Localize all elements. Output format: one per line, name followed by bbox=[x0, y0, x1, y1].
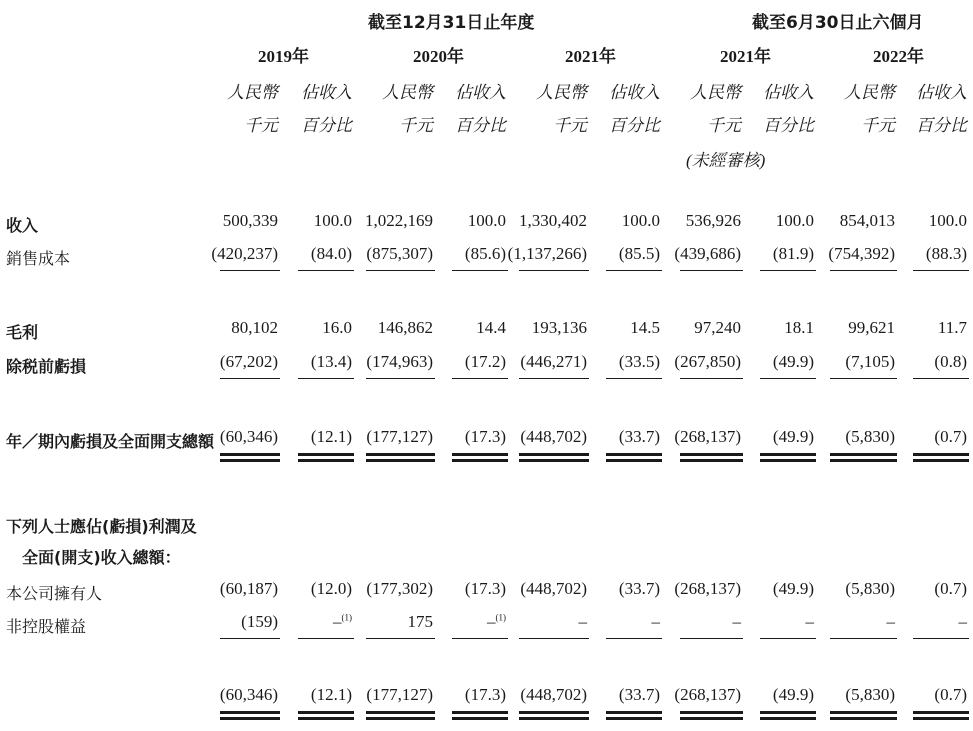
cell-total-8: (5,830) bbox=[845, 427, 895, 446]
cell-cost-2: (875,307) bbox=[366, 244, 433, 263]
underline-pretax-1 bbox=[298, 378, 354, 379]
underline-pretax-9 bbox=[913, 378, 969, 379]
cell-cost-0: (420,237) bbox=[211, 244, 278, 263]
year-header-2022-h1: 2022年 bbox=[873, 47, 924, 66]
double-underline-total-8 bbox=[830, 453, 897, 462]
cell-cost-9: (88.3) bbox=[925, 244, 967, 263]
double-underline-total-4 bbox=[519, 453, 589, 462]
cell-pretax-4: (446,271) bbox=[520, 352, 587, 371]
underline-cost-1 bbox=[298, 270, 354, 271]
cell-revenue-5: 100.0 bbox=[621, 211, 660, 230]
cell-gross-2: 146,862 bbox=[377, 318, 433, 337]
cell-nci-1: –$^{(1)}$ bbox=[333, 612, 352, 631]
cell-final-0: (60,346) bbox=[219, 685, 278, 704]
underline-pretax-2 bbox=[366, 378, 435, 379]
cell-gross-3: 14.4 bbox=[476, 318, 506, 337]
underline-nci-4 bbox=[519, 638, 589, 639]
double-underline-total-6 bbox=[680, 453, 743, 462]
underline-nci-9 bbox=[913, 638, 969, 639]
double-underline-final-0 bbox=[220, 711, 280, 720]
underline-nci-5 bbox=[606, 638, 662, 639]
row-label-pretax-loss: 除税前虧損 bbox=[6, 357, 87, 376]
double-underline-final-2 bbox=[366, 711, 435, 720]
row-label-gross-profit: 毛利 bbox=[6, 323, 39, 342]
underline-pretax-3 bbox=[452, 378, 508, 379]
cell-cost-4: (1,137,266) bbox=[507, 244, 587, 263]
cell-pretax-1: (13.4) bbox=[310, 352, 352, 371]
underline-cost-5 bbox=[606, 270, 662, 271]
double-underline-final-1 bbox=[298, 711, 354, 720]
underline-cost-7 bbox=[760, 270, 816, 271]
rmb-thousand-header-8-line1: 千元 bbox=[861, 116, 895, 135]
cell-final-4: (448,702) bbox=[520, 685, 587, 704]
cell-total-1: (12.1) bbox=[310, 427, 352, 446]
row-label-total-loss: 年／期內虧損及全面開支總額 bbox=[6, 432, 215, 451]
underline-nci-0 bbox=[220, 638, 280, 639]
cell-gross-0: 80,102 bbox=[231, 318, 278, 337]
cell-revenue-7: 100.0 bbox=[775, 211, 814, 230]
cell-total-3: (17.3) bbox=[464, 427, 506, 446]
rmb-thousand-header-0-line1: 千元 bbox=[244, 116, 278, 135]
pct-of-revenue-header-5-line0: 佔收入 bbox=[609, 83, 660, 102]
underline-cost-4 bbox=[519, 270, 589, 271]
cell-pretax-0: (67,202) bbox=[219, 352, 278, 371]
double-underline-final-9 bbox=[913, 711, 969, 720]
pct-of-revenue-header-7-line0: 佔收入 bbox=[763, 83, 814, 102]
rmb-thousand-header-6-line1: 千元 bbox=[707, 116, 741, 135]
period-header-six-months: 截至6月30日止六個月 bbox=[752, 13, 924, 33]
rmb-thousand-header-8-line0: 人民幣 bbox=[844, 83, 895, 102]
cell-owners-0: (60,187) bbox=[219, 579, 278, 598]
cell-revenue-9: 100.0 bbox=[928, 211, 967, 230]
cell-revenue-1: 100.0 bbox=[313, 211, 352, 230]
row-label-nci: 非控股權益 bbox=[6, 617, 87, 636]
cell-gross-6: 97,240 bbox=[694, 318, 741, 337]
cell-nci-9: – bbox=[958, 612, 967, 631]
footnote-marker: (1) bbox=[341, 612, 352, 623]
cell-nci-5: – bbox=[651, 612, 660, 631]
row-label-revenue: 收入 bbox=[6, 216, 39, 235]
underline-cost-8 bbox=[830, 270, 897, 271]
rmb-thousand-header-0-line0: 人民幣 bbox=[227, 83, 278, 102]
cell-owners-8: (5,830) bbox=[845, 579, 895, 598]
cell-final-9: (0.7) bbox=[934, 685, 967, 704]
year-header-2021-h1: 2021年 bbox=[720, 47, 771, 66]
underline-pretax-8 bbox=[830, 378, 897, 379]
underline-nci-7 bbox=[760, 638, 816, 639]
underline-cost-0 bbox=[220, 270, 280, 271]
cell-owners-9: (0.7) bbox=[934, 579, 967, 598]
cell-revenue-4: 1,330,402 bbox=[519, 211, 587, 230]
underline-nci-6 bbox=[680, 638, 743, 639]
double-underline-total-7 bbox=[760, 453, 816, 462]
cell-pretax-3: (17.2) bbox=[464, 352, 506, 371]
underline-pretax-0 bbox=[220, 378, 280, 379]
underline-nci-8 bbox=[830, 638, 897, 639]
attrib-title-line2: 全面(開支)收入總額： bbox=[22, 548, 181, 567]
double-underline-final-8 bbox=[830, 711, 897, 720]
cell-final-6: (268,137) bbox=[674, 685, 741, 704]
rmb-thousand-header-4-line1: 千元 bbox=[553, 116, 587, 135]
double-underline-total-5 bbox=[606, 453, 662, 462]
cell-revenue-2: 1,022,169 bbox=[365, 211, 433, 230]
cell-pretax-9: (0.8) bbox=[934, 352, 967, 371]
pct-of-revenue-header-1-line0: 佔收入 bbox=[301, 83, 352, 102]
footnote-marker: (1) bbox=[495, 612, 506, 623]
double-underline-final-4 bbox=[519, 711, 589, 720]
underline-nci-2 bbox=[366, 638, 435, 639]
cell-nci-6: – bbox=[732, 612, 741, 631]
pct-of-revenue-header-3-line1: 百分比 bbox=[455, 116, 506, 135]
pct-of-revenue-header-1-line1: 百分比 bbox=[301, 116, 352, 135]
underline-pretax-5 bbox=[606, 378, 662, 379]
double-underline-total-3 bbox=[452, 453, 508, 462]
rmb-thousand-header-4-line0: 人民幣 bbox=[536, 83, 587, 102]
underline-pretax-7 bbox=[760, 378, 816, 379]
cell-pretax-6: (267,850) bbox=[674, 352, 741, 371]
double-underline-final-6 bbox=[680, 711, 743, 720]
double-underline-total-1 bbox=[298, 453, 354, 462]
cell-total-7: (49.9) bbox=[772, 427, 814, 446]
double-underline-final-3 bbox=[452, 711, 508, 720]
cell-cost-1: (84.0) bbox=[310, 244, 352, 263]
cell-final-1: (12.1) bbox=[310, 685, 352, 704]
underline-pretax-6 bbox=[680, 378, 743, 379]
underline-cost-3 bbox=[452, 270, 508, 271]
cell-cost-8: (754,392) bbox=[828, 244, 895, 263]
cell-revenue-3: 100.0 bbox=[467, 211, 506, 230]
pct-of-revenue-header-9-line1: 百分比 bbox=[916, 116, 967, 135]
cell-nci-8: – bbox=[886, 612, 895, 631]
cell-cost-7: (81.9) bbox=[772, 244, 814, 263]
cell-revenue-0: 500,339 bbox=[222, 211, 278, 230]
underline-cost-9 bbox=[913, 270, 969, 271]
cell-total-4: (448,702) bbox=[520, 427, 587, 446]
year-header-2019: 2019年 bbox=[258, 47, 309, 66]
pct-of-revenue-header-7-line1: 百分比 bbox=[763, 116, 814, 135]
cell-final-2: (177,127) bbox=[366, 685, 433, 704]
cell-total-5: (33.7) bbox=[618, 427, 660, 446]
pct-of-revenue-header-9-line0: 佔收入 bbox=[916, 83, 967, 102]
cell-owners-3: (17.3) bbox=[464, 579, 506, 598]
cell-owners-1: (12.0) bbox=[310, 579, 352, 598]
cell-final-8: (5,830) bbox=[845, 685, 895, 704]
cell-owners-7: (49.9) bbox=[772, 579, 814, 598]
cell-gross-7: 18.1 bbox=[784, 318, 814, 337]
double-underline-final-7 bbox=[760, 711, 816, 720]
double-underline-final-5 bbox=[606, 711, 662, 720]
attrib-title-line1: 下列人士應佔(虧損)利潤及 bbox=[6, 517, 197, 536]
rmb-thousand-header-2-line0: 人民幣 bbox=[382, 83, 433, 102]
cell-owners-5: (33.7) bbox=[618, 579, 660, 598]
cell-owners-6: (268,137) bbox=[674, 579, 741, 598]
cell-owners-4: (448,702) bbox=[520, 579, 587, 598]
cell-total-6: (268,137) bbox=[674, 427, 741, 446]
cell-nci-4: – bbox=[578, 612, 587, 631]
cell-pretax-7: (49.9) bbox=[772, 352, 814, 371]
double-underline-total-9 bbox=[913, 453, 969, 462]
cell-nci-2: 175 bbox=[407, 612, 433, 631]
cell-nci-0: (159) bbox=[241, 612, 278, 631]
rmb-thousand-header-2-line1: 千元 bbox=[399, 116, 433, 135]
cell-pretax-5: (33.5) bbox=[618, 352, 660, 371]
underline-nci-1 bbox=[298, 638, 354, 639]
pct-of-revenue-header-5-line1: 百分比 bbox=[609, 116, 660, 135]
unaudited-note: (未經審核) bbox=[686, 151, 766, 170]
double-underline-total-0 bbox=[220, 453, 280, 462]
underline-pretax-4 bbox=[519, 378, 589, 379]
cell-total-2: (177,127) bbox=[366, 427, 433, 446]
cell-revenue-6: 536,926 bbox=[685, 211, 741, 230]
cell-total-0: (60,346) bbox=[219, 427, 278, 446]
underline-cost-6 bbox=[680, 270, 743, 271]
cell-gross-1: 16.0 bbox=[322, 318, 352, 337]
cell-nci-3: –$^{(1)}$ bbox=[487, 612, 506, 631]
cell-pretax-2: (174,963) bbox=[366, 352, 433, 371]
cell-final-3: (17.3) bbox=[464, 685, 506, 704]
cell-gross-9: 11.7 bbox=[937, 318, 967, 337]
year-header-2020: 2020年 bbox=[413, 47, 464, 66]
cell-owners-2: (177,302) bbox=[366, 579, 433, 598]
cell-revenue-8: 854,013 bbox=[839, 211, 895, 230]
cell-cost-3: (85.6) bbox=[464, 244, 506, 263]
cell-final-7: (49.9) bbox=[772, 685, 814, 704]
cell-nci-7: – bbox=[805, 612, 814, 631]
row-label-owners: 本公司擁有人 bbox=[6, 584, 103, 603]
row-label-cost-of-sales: 銷售成本 bbox=[6, 249, 71, 268]
cell-pretax-8: (7,105) bbox=[845, 352, 895, 371]
cell-final-5: (33.7) bbox=[618, 685, 660, 704]
cell-cost-5: (85.5) bbox=[618, 244, 660, 263]
cell-cost-6: (439,686) bbox=[674, 244, 741, 263]
year-header-2021: 2021年 bbox=[565, 47, 616, 66]
underline-nci-3 bbox=[452, 638, 508, 639]
pct-of-revenue-header-3-line0: 佔收入 bbox=[455, 83, 506, 102]
cell-total-9: (0.7) bbox=[934, 427, 967, 446]
cell-gross-8: 99,621 bbox=[848, 318, 895, 337]
period-header-annual: 截至12月31日止年度 bbox=[368, 13, 535, 33]
cell-gross-4: 193,136 bbox=[531, 318, 587, 337]
cell-gross-5: 14.5 bbox=[630, 318, 660, 337]
rmb-thousand-header-6-line0: 人民幣 bbox=[690, 83, 741, 102]
underline-cost-2 bbox=[366, 270, 435, 271]
double-underline-total-2 bbox=[366, 453, 435, 462]
